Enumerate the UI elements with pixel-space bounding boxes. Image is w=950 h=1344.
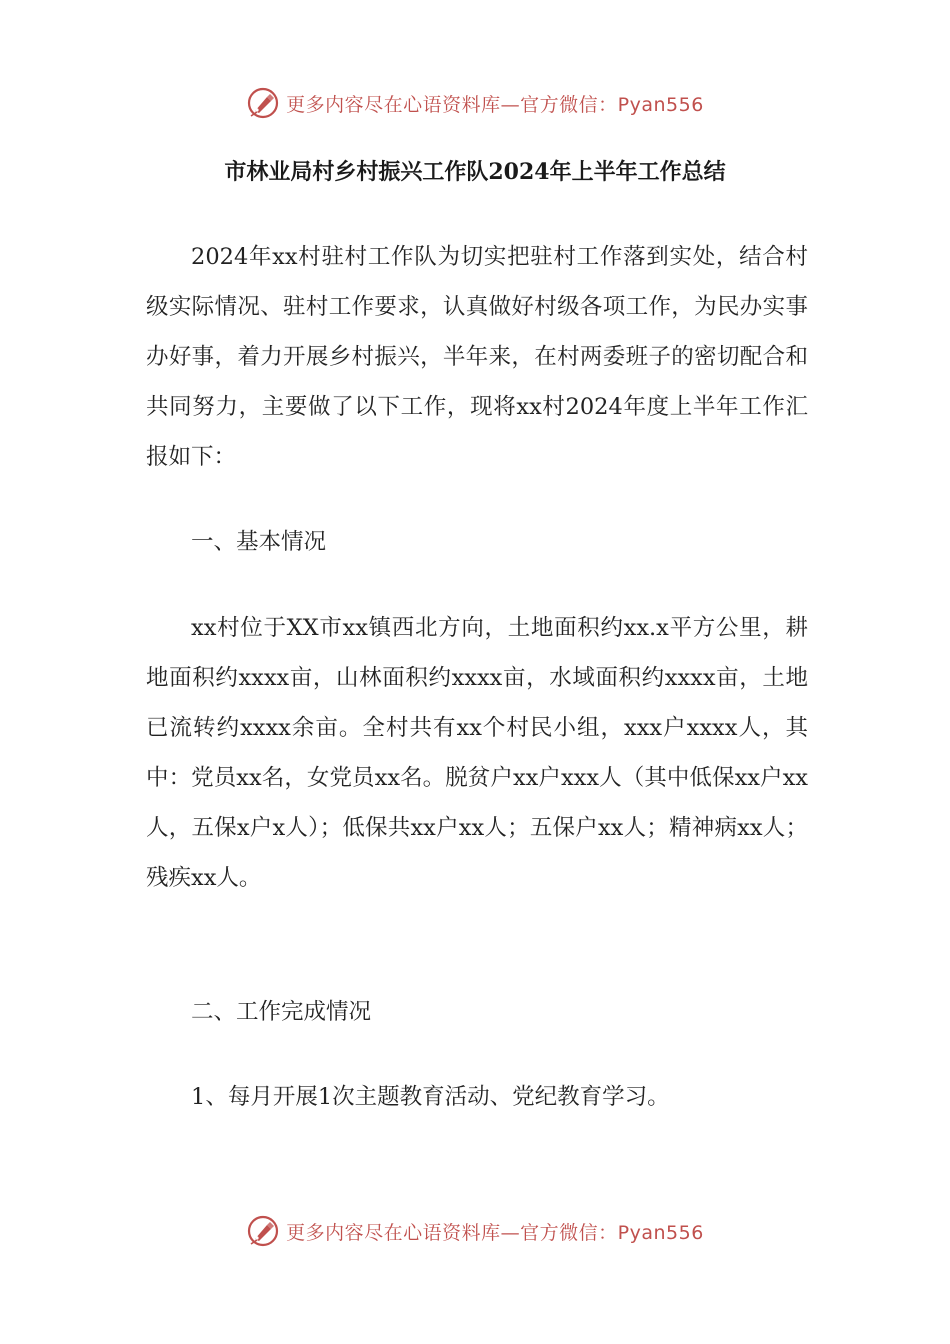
pen-nib-logo-icon [246, 86, 280, 120]
basic-info-paragraph: xx村位于XX市xx镇西北方向，土地面积约xx.x平方公里，耕地面积约xxxx亩，山林面积约xxxx亩，水域面积约xxxx亩，土地已流转约xxxx余亩。全村共有xx个村民小组，xxx户xxxx人，其中：党员xx名，女党员xx名。脱贫户xx户xxx人（其中低保xx户xx人，五保x户x人）；低保共xx户xx人；五保户xx人；精神病xx人；残疾xx人。 [146, 615, 808, 891]
watermark-footer [0, 1211, 950, 1251]
pen-nib-logo-icon [246, 1214, 280, 1248]
watermark-text: 更多内容尽在心语资料库—官方微信：Pyan556 [286, 93, 704, 116]
section-heading-progress: 二、工作完成情况 [191, 999, 372, 1025]
watermark-header [0, 83, 950, 123]
document-title: 市林业局村乡村振兴工作队2024年上半年工作总结 [224, 159, 726, 185]
watermark-text: 更多内容尽在心语资料库—官方微信：Pyan556 [286, 1221, 704, 1244]
section-heading-basic: 一、基本情况 [191, 529, 327, 555]
work-item-1: 1、每月开展1次主题教育活动、党纪教育学习。 [191, 1084, 670, 1110]
intro-paragraph: 2024年xx村驻村工作队为切实把驻村工作落到实处，结合村级实际情况、驻村工作要求，认真做好村级各项工作，为民办实事办好事，着力开展乡村振兴，半年来，在村两委班子的密切配合和共同努力，主要做了以下工作，现将xx村2024年度上半年工作汇报如下： [146, 244, 808, 470]
